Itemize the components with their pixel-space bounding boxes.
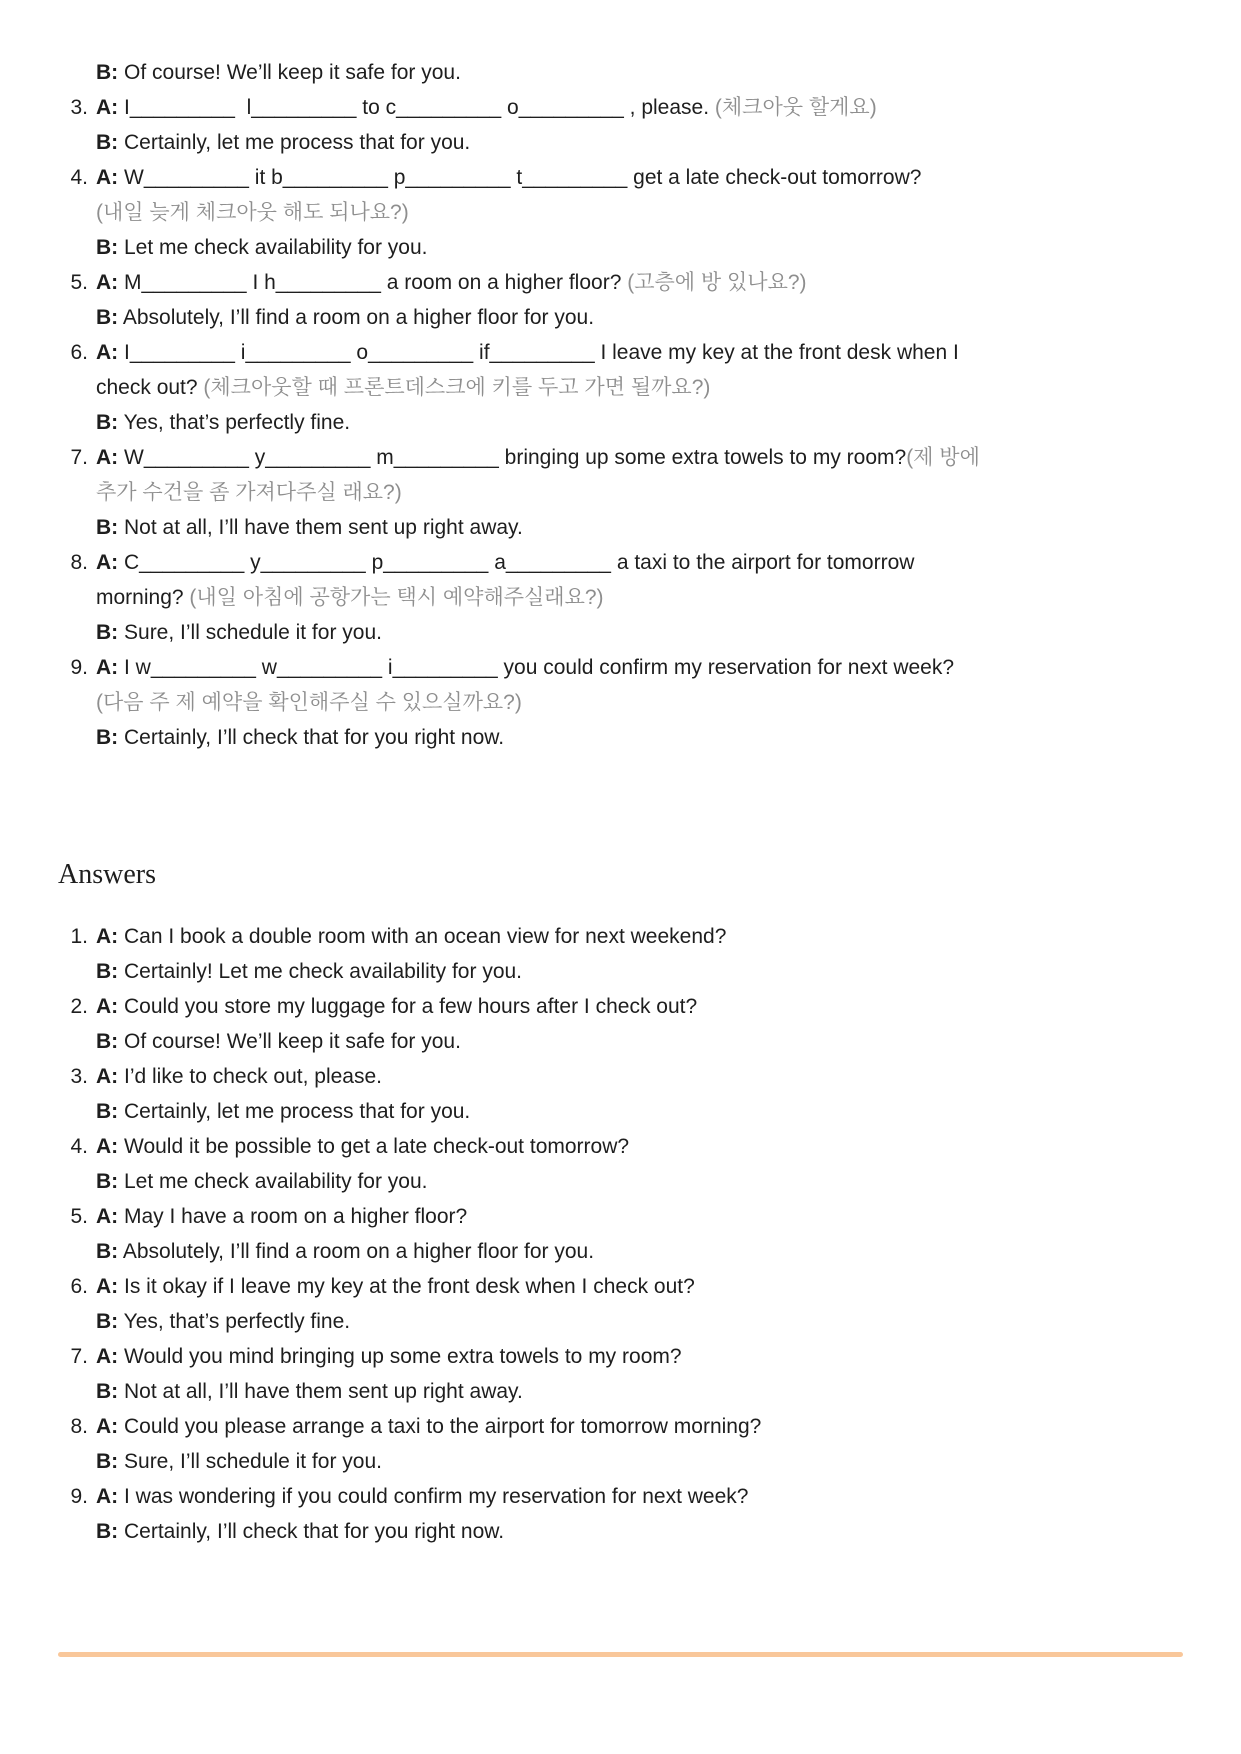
dialogue-text: Let me check availability for you. xyxy=(118,236,428,259)
dialogue-text: check out? xyxy=(96,376,204,399)
speaker-label: B: xyxy=(96,621,119,644)
dialogue-text: Certainly, let me process that for you. xyxy=(118,1100,471,1123)
speaker-label: B: xyxy=(96,61,119,84)
dialogue-text: I_________ l_________ to c_________ o_________ , please. xyxy=(118,96,715,119)
dialogue-line-text xyxy=(96,650,1223,685)
list-item-number: 3. xyxy=(70,1065,88,1088)
speaker-label: A: xyxy=(96,96,119,119)
dialogue-line xyxy=(63,1339,1223,1374)
dialogue-line xyxy=(63,919,1223,954)
korean-translation: (제 방에 xyxy=(906,446,980,469)
dialogue-line-text xyxy=(96,55,1223,90)
dialogue-line xyxy=(63,1059,1223,1094)
dialogue-text: Absolutely, I’ll find a room on a higher floor for you. xyxy=(118,1240,595,1263)
speaker-label: A: xyxy=(96,1135,119,1158)
dialogue-line xyxy=(63,615,1223,650)
speaker-label: A: xyxy=(96,1345,119,1368)
dialogue-line-text xyxy=(96,230,1223,265)
speaker-label: B: xyxy=(96,1240,119,1263)
dialogue-text: Of course! We’ll keep it safe for you. xyxy=(118,1030,461,1053)
list-item-number: 8. xyxy=(70,1415,88,1438)
speaker-label: B: xyxy=(96,236,119,259)
speaker-label: B: xyxy=(96,411,119,434)
dialogue-line-text xyxy=(96,1339,1223,1374)
list-item-number: 9. xyxy=(70,656,88,679)
speaker-label: A: xyxy=(96,551,119,574)
dialogue-text: Certainly, I’ll check that for you right now. xyxy=(118,726,505,749)
dialogue-text: I w_________ w_________ i_________ you could confirm my reservation for next week? xyxy=(118,656,955,679)
korean-translation: 추가 수건을 좀 가져다주실 래요?) xyxy=(96,481,402,504)
dialogue-line-text xyxy=(96,160,1223,195)
dialogue-line-text xyxy=(96,1444,1223,1479)
speaker-label: A: xyxy=(96,656,119,679)
speaker-label: B: xyxy=(96,726,119,749)
korean-translation: (다음 주 제 예약을 확인해주실 수 있으실까요?) xyxy=(96,691,522,714)
dialogue-line xyxy=(63,125,1223,160)
dialogue-line-text xyxy=(96,1514,1223,1549)
dialogue-line xyxy=(63,989,1223,1024)
footer-divider-line xyxy=(58,1652,1183,1657)
dialogue-line xyxy=(63,1409,1223,1444)
dialogue-text: Could you store my luggage for a few hours after I check out? xyxy=(118,995,698,1018)
speaker-label: A: xyxy=(96,1415,119,1438)
speaker-label: A: xyxy=(96,166,119,189)
list-item-number: 7. xyxy=(70,446,88,469)
dialogue-line-text xyxy=(96,475,1223,510)
dialogue-line xyxy=(63,160,1223,195)
dialogue-line-text xyxy=(96,90,1223,125)
dialogue-text: Would it be possible to get a late check-out tomorrow? xyxy=(118,1135,630,1158)
dialogue-line xyxy=(63,370,1223,405)
dialogue-line-text xyxy=(96,370,1223,405)
dialogue-text: Certainly! Let me check availability for you. xyxy=(118,960,523,983)
list-item-number: 1. xyxy=(70,925,88,948)
korean-translation: (체크아웃 할게요) xyxy=(714,96,877,119)
dialogue-text: W_________ y_________ m_________ bringing up some extra towels to my room? xyxy=(118,446,907,469)
speaker-label: B: xyxy=(96,1520,119,1543)
dialogue-line-text xyxy=(96,195,1223,230)
dialogue-text: Not at all, I’ll have them sent up right away. xyxy=(118,1380,523,1403)
answers-dialogue-list xyxy=(63,919,1223,1549)
dialogue-line xyxy=(63,335,1223,370)
speaker-label: A: xyxy=(96,925,119,948)
speaker-label: B: xyxy=(96,960,119,983)
dialogue-line xyxy=(63,1094,1223,1129)
speaker-label: B: xyxy=(96,1380,119,1403)
dialogue-line xyxy=(63,720,1223,755)
dialogue-line-text xyxy=(96,300,1223,335)
speaker-label: B: xyxy=(96,306,119,329)
dialogue-line-text xyxy=(96,405,1223,440)
dialogue-text: Yes, that’s perfectly fine. xyxy=(118,411,351,434)
speaker-label: B: xyxy=(96,1030,119,1053)
dialogue-line-text xyxy=(96,1024,1223,1059)
dialogue-text: Of course! We’ll keep it safe for you. xyxy=(118,61,461,84)
speaker-label: B: xyxy=(96,1100,119,1123)
dialogue-line-text xyxy=(96,919,1223,954)
speaker-label: B: xyxy=(96,1310,119,1333)
dialogue-line xyxy=(63,580,1223,615)
dialogue-line xyxy=(63,230,1223,265)
dialogue-line xyxy=(63,954,1223,989)
dialogue-line xyxy=(63,1444,1223,1479)
dialogue-line-text xyxy=(96,580,1223,615)
dialogue-text: Yes, that’s perfectly fine. xyxy=(118,1310,351,1333)
speaker-label: A: xyxy=(96,1065,119,1088)
dialogue-line xyxy=(63,1234,1223,1269)
dialogue-text: Is it okay if I leave my key at the front desk when I check out? xyxy=(118,1275,695,1298)
dialogue-line xyxy=(63,1479,1223,1514)
dialogue-line xyxy=(63,265,1223,300)
dialogue-line xyxy=(63,685,1223,720)
dialogue-line xyxy=(63,195,1223,230)
list-item-number: 2. xyxy=(70,995,88,1018)
dialogue-line-text xyxy=(96,1199,1223,1234)
speaker-label: B: xyxy=(96,516,119,539)
dialogue-text: Certainly, I’ll check that for you right now. xyxy=(118,1520,505,1543)
dialogue-text: M_________ I h_________ a room on a higher floor? xyxy=(118,271,628,294)
exercise-dialogue-list xyxy=(63,55,1223,755)
dialogue-line xyxy=(63,1374,1223,1409)
dialogue-line-text xyxy=(96,265,1223,300)
dialogue-line xyxy=(63,90,1223,125)
list-item-number: 9. xyxy=(70,1485,88,1508)
list-item-number: 3. xyxy=(70,96,88,119)
dialogue-line-text xyxy=(96,685,1223,720)
list-item-number: 8. xyxy=(70,551,88,574)
dialogue-line xyxy=(63,1514,1223,1549)
dialogue-text: C_________ y_________ p_________ a_________ a taxi to the airport for tomorrow xyxy=(118,551,915,574)
korean-translation: (고층에 방 있나요?) xyxy=(627,271,807,294)
dialogue-line xyxy=(63,510,1223,545)
korean-translation: (체크아웃할 때 프론트데스크에 키를 두고 가면 될까요?) xyxy=(203,376,711,399)
dialogue-text: Sure, I’ll schedule it for you. xyxy=(118,621,382,644)
dialogue-text: Sure, I’ll schedule it for you. xyxy=(118,1450,382,1473)
dialogue-line xyxy=(63,1269,1223,1304)
dialogue-line xyxy=(63,545,1223,580)
speaker-label: A: xyxy=(96,1485,119,1508)
dialogue-line-text xyxy=(96,125,1223,160)
dialogue-text: Let me check availability for you. xyxy=(118,1170,428,1193)
list-item-number: 4. xyxy=(70,166,88,189)
dialogue-line-text xyxy=(96,510,1223,545)
speaker-label: B: xyxy=(96,1450,119,1473)
dialogue-line xyxy=(63,1024,1223,1059)
dialogue-line xyxy=(63,1164,1223,1199)
speaker-label: A: xyxy=(96,446,119,469)
dialogue-line-text xyxy=(96,615,1223,650)
dialogue-line-text xyxy=(96,1304,1223,1339)
list-item-number: 6. xyxy=(70,1275,88,1298)
dialogue-line-text xyxy=(96,1374,1223,1409)
dialogue-text: Certainly, let me process that for you. xyxy=(118,131,471,154)
speaker-label: B: xyxy=(96,131,119,154)
dialogue-line-text xyxy=(96,1234,1223,1269)
dialogue-line-text xyxy=(96,335,1223,370)
dialogue-line-text xyxy=(96,440,1223,475)
dialogue-line-text xyxy=(96,1409,1223,1444)
speaker-label: B: xyxy=(96,1170,119,1193)
speaker-label: A: xyxy=(96,271,119,294)
dialogue-text: Would you mind bringing up some extra towels to my room? xyxy=(118,1345,682,1368)
speaker-label: A: xyxy=(96,1205,119,1228)
list-item-number: 4. xyxy=(70,1135,88,1158)
list-item-number: 5. xyxy=(70,271,88,294)
dialogue-line xyxy=(63,405,1223,440)
list-item-number: 6. xyxy=(70,341,88,364)
dialogue-line-text xyxy=(96,954,1223,989)
dialogue-line-text xyxy=(96,1164,1223,1199)
korean-translation: (내일 아침에 공항가는 택시 예약해주실래요?) xyxy=(189,586,604,609)
list-item-number: 5. xyxy=(70,1205,88,1228)
korean-translation: (내일 늦게 체크아웃 해도 되나요?) xyxy=(96,201,409,224)
dialogue-line-text xyxy=(96,1059,1223,1094)
speaker-label: A: xyxy=(96,341,119,364)
dialogue-line-text xyxy=(96,720,1223,755)
dialogue-text: I was wondering if you could confirm my reservation for next week? xyxy=(118,1485,749,1508)
dialogue-line-text xyxy=(96,1479,1223,1514)
dialogue-text: Not at all, I’ll have them sent up right away. xyxy=(118,516,523,539)
speaker-label: A: xyxy=(96,995,119,1018)
dialogue-line-text xyxy=(96,989,1223,1024)
dialogue-line xyxy=(63,1199,1223,1234)
dialogue-text: morning? xyxy=(96,586,190,609)
dialogue-line xyxy=(63,475,1223,510)
dialogue-line xyxy=(63,55,1223,90)
dialogue-text: W_________ it b_________ p_________ t_________ get a late check-out tomorrow? xyxy=(118,166,922,189)
list-item-number: 7. xyxy=(70,1345,88,1368)
dialogue-line-text xyxy=(96,545,1223,580)
dialogue-text: I_________ i_________ o_________ if_________ I leave my key at the front desk when I xyxy=(118,341,959,364)
dialogue-line xyxy=(63,300,1223,335)
speaker-label: A: xyxy=(96,1275,119,1298)
dialogue-text: I’d like to check out, please. xyxy=(118,1065,382,1088)
dialogue-line xyxy=(63,440,1223,475)
dialogue-line-text xyxy=(96,1269,1223,1304)
dialogue-text: Absolutely, I’ll find a room on a higher floor for you. xyxy=(118,306,595,329)
dialogue-line xyxy=(63,650,1223,685)
dialogue-text: Can I book a double room with an ocean view for next weekend? xyxy=(118,925,727,948)
dialogue-line xyxy=(63,1129,1223,1164)
dialogue-line-text xyxy=(96,1129,1223,1164)
dialogue-text: Could you please arrange a taxi to the airport for tomorrow morning? xyxy=(118,1415,762,1438)
dialogue-text: May I have a room on a higher floor? xyxy=(118,1205,468,1228)
answers-heading: Answers xyxy=(58,859,156,890)
dialogue-line xyxy=(63,1304,1223,1339)
dialogue-line-text xyxy=(96,1094,1223,1129)
